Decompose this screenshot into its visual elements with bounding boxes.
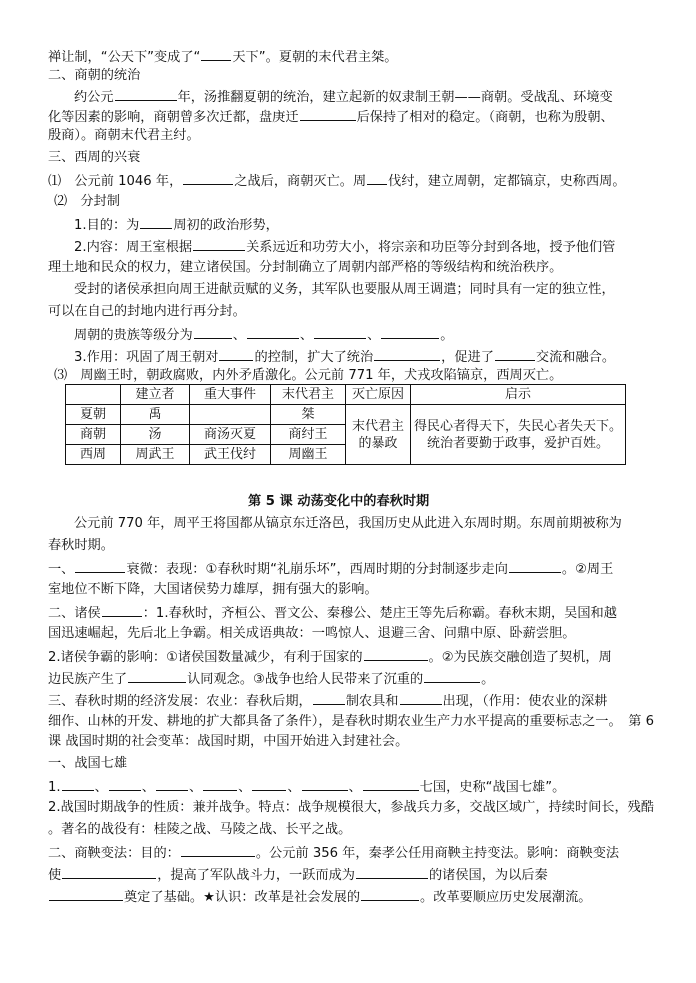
blank[interactable]: [183, 171, 233, 185]
table-cell: 商汤灭夏: [190, 425, 271, 445]
blank[interactable]: [495, 347, 535, 361]
table-header: [66, 385, 121, 405]
blank[interactable]: [364, 647, 428, 661]
blank[interactable]: [313, 691, 345, 705]
blank[interactable]: [509, 559, 561, 573]
blank[interactable]: [374, 347, 440, 361]
blank[interactable]: [201, 47, 231, 61]
line-22: 二、诸侯 ：1.春秋时，齐桓公、晋文公、秦穆公、楚庄王等先后称霸。春秋末期，吴国和越: [48, 603, 617, 622]
blank[interactable]: [361, 887, 419, 901]
blank[interactable]: [219, 347, 253, 361]
blank[interactable]: [102, 603, 142, 617]
table-row: [66, 405, 626, 425]
blank[interactable]: [424, 669, 480, 683]
line-31: 2.战国时期战争的性质：兼并战争。特点：战争规模很大，参战兵力多，交战区域广，持续时间长，残酷: [48, 800, 655, 815]
line-27: 细作、山林的开发、耕地的扩大都具备了条件），是春秋时期农业生产力水平提高的重要标志之一。 第 6: [48, 714, 655, 729]
blank[interactable]: [203, 777, 237, 791]
line-16: ⑶ 周幽王时，朝政腐败，内外矛盾激化。公元前 771 年，犬戎攻陷镐京，西周灭亡。: [54, 368, 563, 383]
blank[interactable]: [140, 215, 172, 229]
section-heading: 三、西周的兴衰: [48, 150, 141, 165]
blank[interactable]: [367, 171, 387, 185]
table-cell: 桀: [271, 405, 346, 425]
section-heading: 一、战国七雄: [48, 756, 128, 771]
line-19: 春秋时期。: [48, 538, 114, 553]
table-cell: 武王伐纣: [190, 445, 271, 465]
line-23: 国迅速崛起，先后北上争霸。相关成语典故：一鸣惊人、退避三舍、问鼎中原、卧薪尝胆。: [48, 626, 576, 641]
blank[interactable]: [181, 843, 255, 857]
blank[interactable]: [363, 777, 419, 791]
line-1: 禅让制，“公天下”变成了“ 天下”。夏朝的末代君主桀。: [48, 47, 397, 66]
lesson-5-title: 第 5 课 动荡变化中的春秋时期: [248, 494, 430, 509]
blank[interactable]: [300, 107, 356, 121]
table-header-row: [66, 385, 626, 405]
line-11: 理土地和民众的权力，建立诸侯国。分封制确立了周朝内部严格的等级结构和统治秩序。: [48, 260, 563, 275]
blank[interactable]: [400, 691, 442, 705]
table-cell: 禹: [121, 405, 190, 425]
line-10: 2.内容：周王室根据 关系远近和功劳大小，将宗亲和功臣等分封到各地，授予他们管: [74, 237, 615, 256]
dynasty-table: [65, 384, 626, 465]
table-cell: 夏朝: [66, 405, 121, 425]
blank[interactable]: [75, 559, 125, 573]
line-33: 二、商鞅变法：目的： 。公元前 356 年，秦孝公任用商鞅主持变法。影响：商鞅变法: [48, 843, 619, 862]
line-24: 2.诸侯争霸的影响：①诸侯国数量减少，有利于国家的 。②为民族交融创造了契机，周: [48, 647, 612, 666]
line-5: 殷商）。商朝末代君主纣。: [48, 128, 200, 143]
line-12: 受封的诸侯承担向周王进献贡赋的义务，其军队也要服从周王调遣；同时具有一定的独立性，: [74, 282, 615, 297]
line-8: ⑵ 分封制: [54, 194, 120, 209]
blank[interactable]: [128, 669, 186, 683]
line-14: 周朝的贵族等级分为 、 、 、 。: [74, 325, 453, 344]
table-cell: 汤: [121, 425, 190, 445]
line-32: 。著名的战役有：桂陵之战、马陵之战、长平之战。: [48, 822, 352, 837]
table-header: 启示: [411, 385, 626, 405]
line-3: 约公元 年，汤推翻夏朝的统治，建立起新的奴隶制王朝——商朝。受战乱、环境变: [74, 87, 613, 106]
table-cell: 商纣王: [271, 425, 346, 445]
line-25: 边民族产生了 认同观念。③战争也给人民带来了沉重的 。: [48, 669, 494, 688]
blank[interactable]: [252, 777, 286, 791]
table-header: 建立者: [121, 385, 190, 405]
blank[interactable]: [381, 325, 439, 339]
line-15: 3.作用：巩固了周王朝对 的控制，扩大了统治 ，促进了 交流和融合。: [74, 347, 615, 366]
line-9: 1.目的：为 周初的政治形势，: [74, 215, 279, 234]
line-18: 公元前 770 年，周平王将国都从镐京东迁洛邑，我国历史从此进入东周时期。东周前期被称为: [74, 516, 622, 531]
blank[interactable]: [49, 887, 123, 901]
table-header: 末代君主: [271, 385, 346, 405]
table-header: 灭亡原因: [346, 385, 411, 405]
line-26: 三、春秋时期的经济发展：农业：春秋后期， 制农具和 出现，（作用：使农业的深耕: [48, 691, 607, 710]
table-cell: 周武王: [121, 445, 190, 465]
line-34: 使 ，提高了军队战斗力，一跃而成为 的诸侯国，为以后秦: [48, 865, 548, 884]
section-heading: 二、商朝的统治: [48, 68, 141, 83]
blank[interactable]: [193, 237, 245, 251]
blank[interactable]: [62, 777, 94, 791]
table-header: 重大事件: [190, 385, 271, 405]
table-cell-cause: 末代君主 的暴政: [346, 405, 411, 465]
table-cell: 周幽王: [271, 445, 346, 465]
line-30: 1. 、 、 、 、 、 、 七国，史称“战国七雄”。: [48, 777, 565, 796]
blank[interactable]: [314, 325, 366, 339]
blank[interactable]: [302, 777, 348, 791]
line-20: 一、 衰微：表现：①春秋时期“礼崩乐坏”，西周时期的分封制逐步走向 。②周王: [48, 559, 613, 578]
blank[interactable]: [109, 777, 141, 791]
lesson-6-title: 课 战国时期的社会变革：战国时期，中国开始进入封建社会。: [48, 734, 409, 749]
blank[interactable]: [194, 325, 232, 339]
line-7: ⑴ 公元前 1046 年， 之战后，商朝灭亡。周 伐纣，建立周朝，定都镐京，史称西周。: [48, 171, 626, 190]
blank[interactable]: [247, 325, 299, 339]
line-4: 化等因素的影响，商朝曾多次迁都，盘庚迁 后保持了相对的稳定。（商朝，也称为殷朝、: [48, 107, 614, 126]
table-cell-lesson: 得民心者得天下，失民心者失天下。 统治者要勤于政事，爱护百姓。: [411, 405, 626, 465]
blank[interactable]: [115, 87, 177, 101]
table-cell: [190, 405, 271, 425]
table-cell: 商朝: [66, 425, 121, 445]
line-13: 可以在自己的封地内进行再分封。: [48, 304, 246, 319]
blank[interactable]: [62, 865, 156, 879]
line-21: 室地位不断下降，大国诸侯势力雄厚，拥有强大的影响。: [48, 582, 378, 597]
table-cell: 西周: [66, 445, 121, 465]
blank[interactable]: [156, 777, 188, 791]
line-35: 奠定了基础。★认识：改革是社会发展的 。改革要顺应历史发展潮流。: [48, 887, 591, 906]
blank[interactable]: [356, 865, 428, 879]
